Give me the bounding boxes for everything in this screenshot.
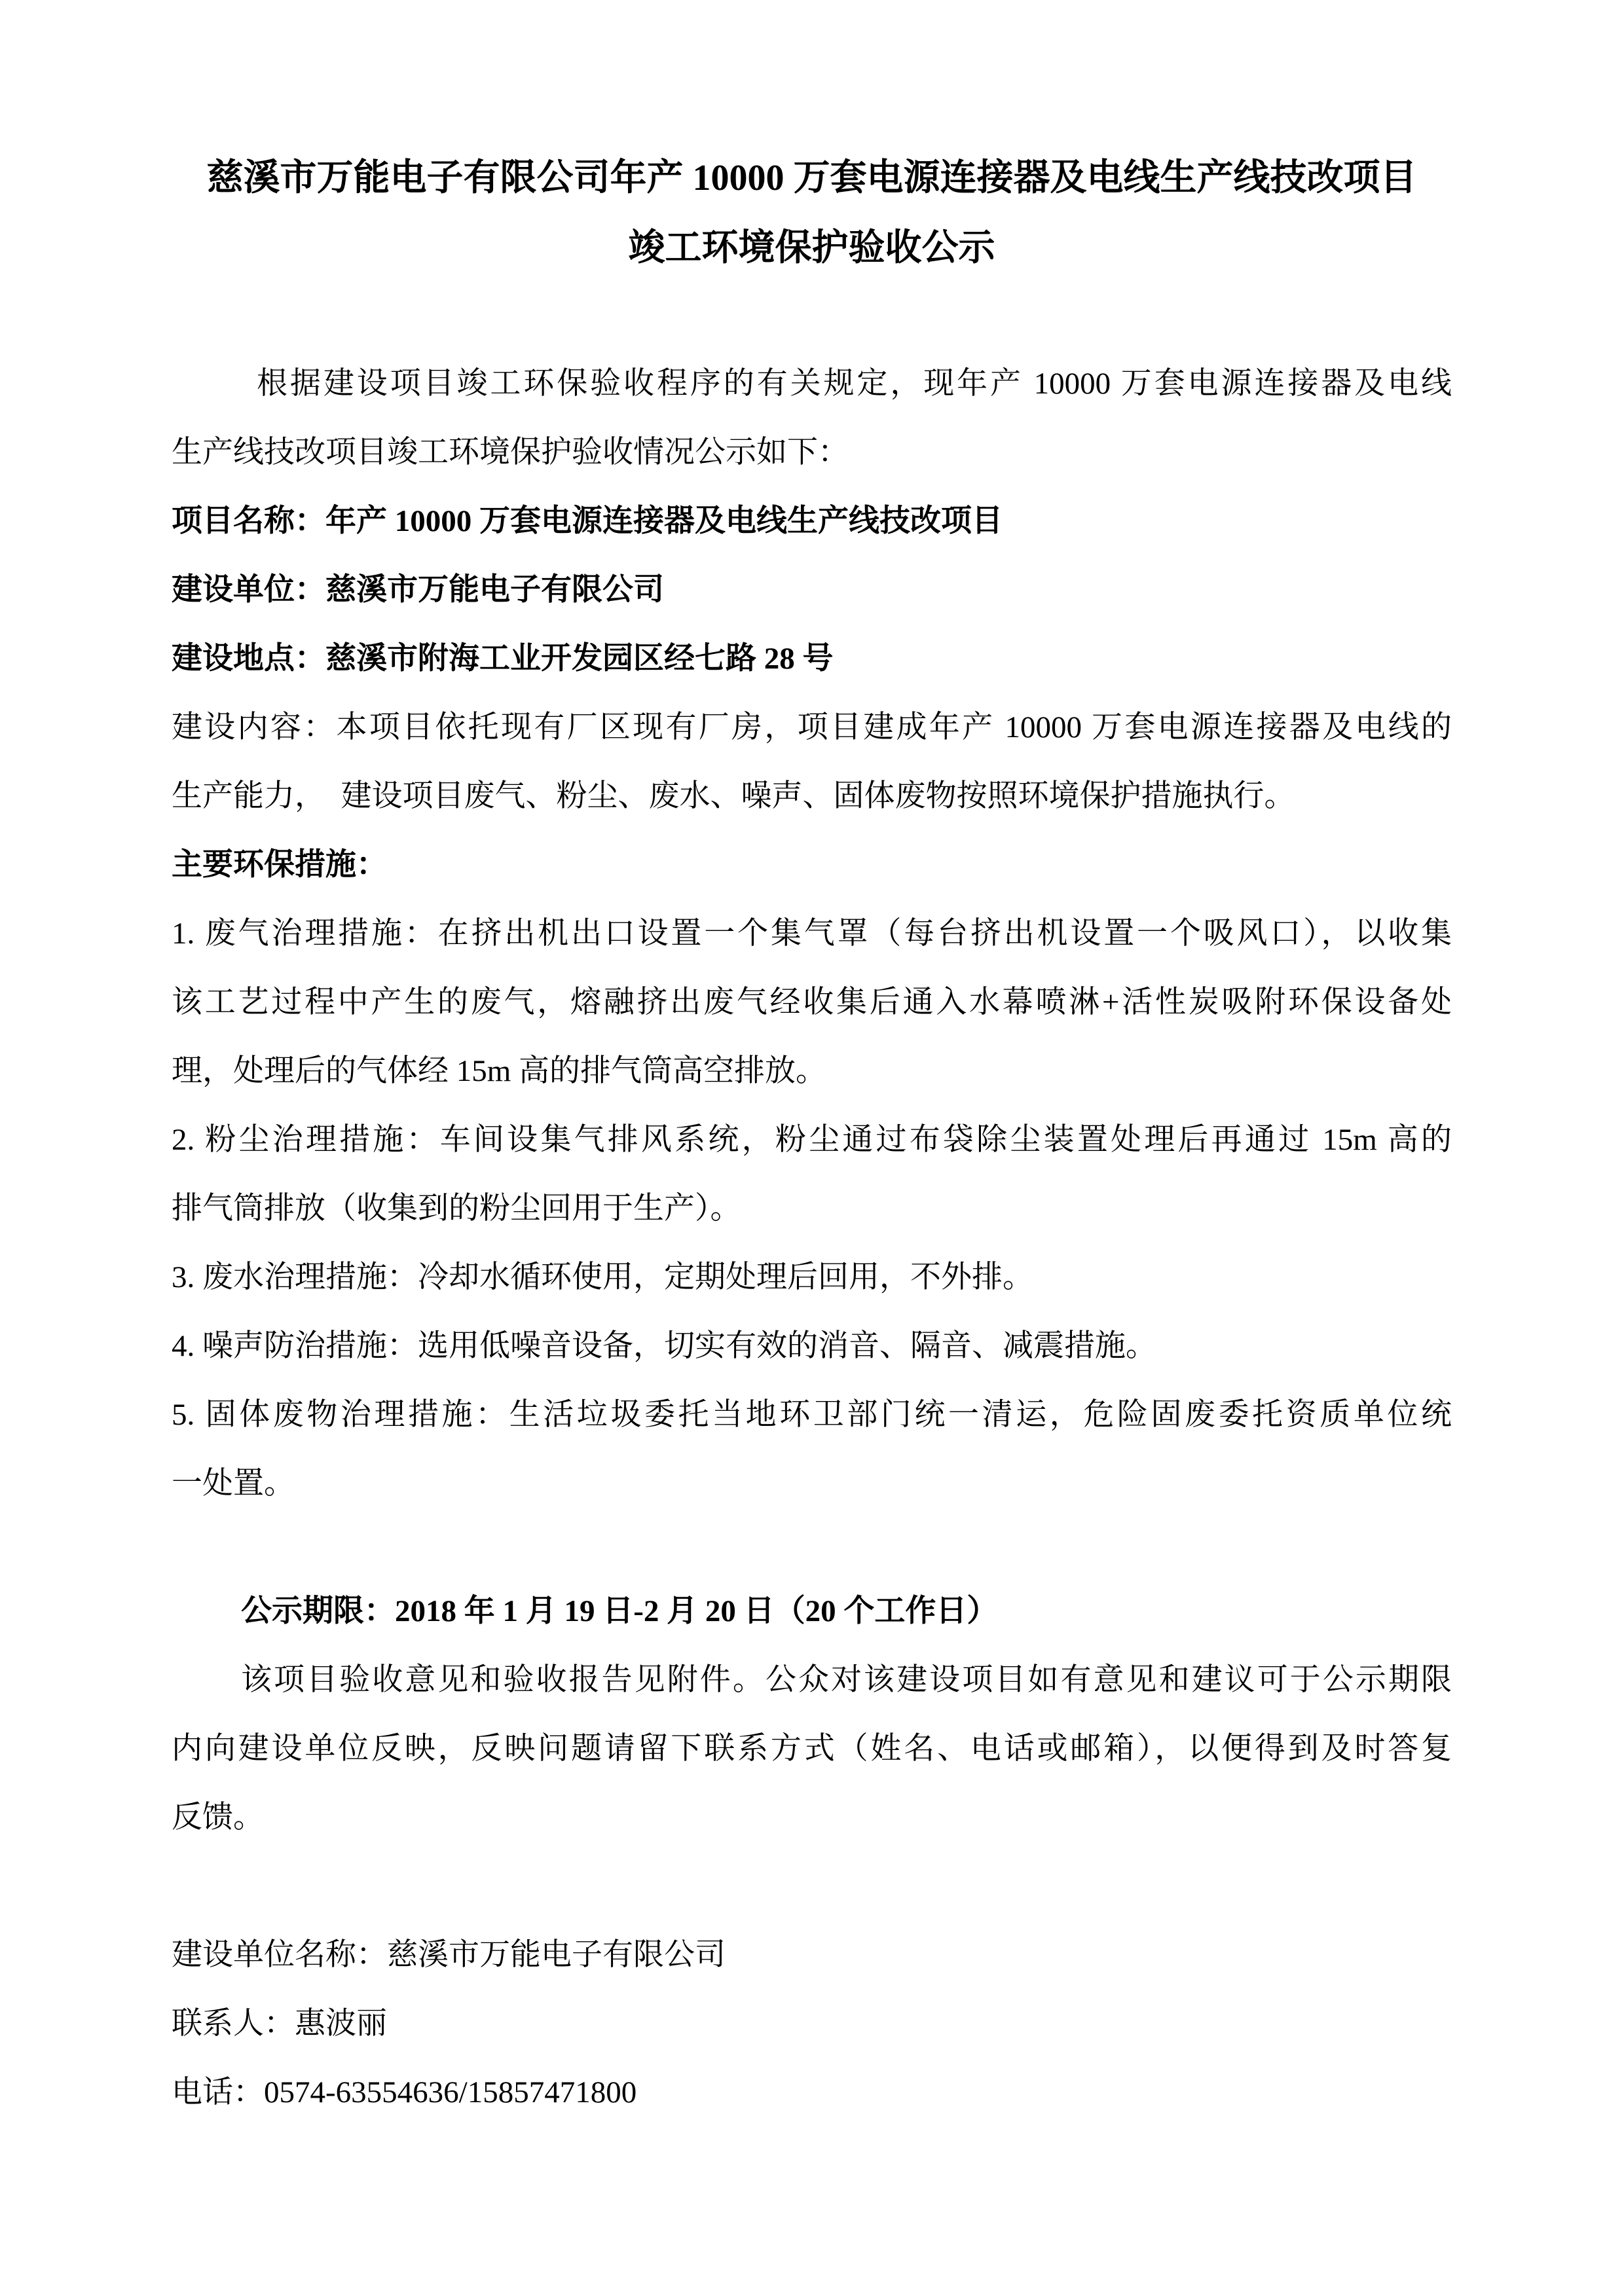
- feedback-para-line-2: 内向建设单位反映，反映问题请留下联系方式（姓名、电话或邮箱），以便得到及时答复: [172, 1732, 1452, 1766]
- field-construction-content-line-2: 生产能力， 建设项目废气、粉尘、废水、噪声、固体废物按照环境保护措施执行。: [172, 779, 1295, 813]
- field-construction-site: 建设地点：慈溪市附海工业开发园区经七路 28 号: [172, 642, 834, 676]
- feedback-para-line-3: 反馈。: [172, 1800, 264, 1834]
- spacer-before-footer: [172, 1852, 1452, 1921]
- spacer-after-title: [172, 283, 1452, 350]
- measure-noise: 4. 噪声防治措施：选用低噪音设备，切实有效的消音、隔音、减震措施。: [172, 1329, 1156, 1363]
- field-construction-unit: 建设单位：慈溪市万能电子有限公司: [172, 573, 664, 607]
- heading-main-measures: 主要环保措施：: [172, 848, 387, 882]
- title-line-2: 竣工环境保护验收公示: [628, 228, 995, 268]
- measure-solid-waste-line-1: 5. 固体废物治理措施：生活垃圾委托当地环卫部门统一清运，危险固废委托资质单位统: [172, 1398, 1452, 1432]
- document-title: [172, 143, 1452, 283]
- intro-line-2: 生产线技改项目竣工环境保护验收情况公示如下：: [172, 435, 849, 469]
- measure-waste-gas-line-3: 理，处理后的气体经 15m 高的排气筒高空排放。: [172, 1054, 827, 1088]
- intro-line-1: 根据建设项目竣工环保验收程序的有关规定，现年产 10000 万套电源连接器及电线: [257, 367, 1452, 401]
- field-project-name: 项目名称：年产 10000 万套电源连接器及电线生产线技改项目: [172, 504, 1003, 538]
- measure-waste-gas-line-2: 该工艺过程中产生的废气，熔融挤出废气经收集后通入水幕喷淋+活性炭吸附环保设备处: [172, 985, 1452, 1019]
- footer-contact-person: 联系人：惠波丽: [172, 2007, 387, 2041]
- field-construction-content-line-1: 建设内容：本项目依托现有厂区现有厂房，项目建成年产 10000 万套电源连接器及电线的: [172, 710, 1452, 744]
- measure-dust-line-2: 排气筒排放（收集到的粉尘回用于生产）。: [172, 1192, 741, 1226]
- publicity-period: 公示期限：2018 年 1 月 19 日-2 月 20 日（20 个工作日）: [241, 1594, 998, 1628]
- footer-company-name: 建设单位名称：慈溪市万能电子有限公司: [172, 1938, 726, 1972]
- measure-waste-water: 3. 废水治理措施：冷却水循环使用，定期处理后回用，不外排。: [172, 1260, 1033, 1294]
- title-line-1: 慈溪市万能电子有限公司年产 10000 万套电源连接器及电线生产线技改项目: [206, 158, 1417, 198]
- feedback-para-line-1: 该项目验收意见和验收报告见附件。公众对该建设项目如有意见和建议可于公示期限: [241, 1663, 1452, 1697]
- footer-phone: 电话：0574-63554636/15857471800: [172, 2075, 637, 2109]
- measure-dust-line-1: 2. 粉尘治理措施：车间设集气排风系统，粉尘通过布袋除尘装置处理后再通过 15m 高的: [172, 1123, 1452, 1157]
- spacer-before-publicity-period: [172, 1518, 1452, 1577]
- measure-waste-gas-line-1: 1. 废气治理措施：在挤出机出口设置一个集气罩（每台挤出机设置一个吸风口），以收集: [172, 917, 1452, 951]
- measure-solid-waste-line-2: 一处置。: [172, 1467, 295, 1501]
